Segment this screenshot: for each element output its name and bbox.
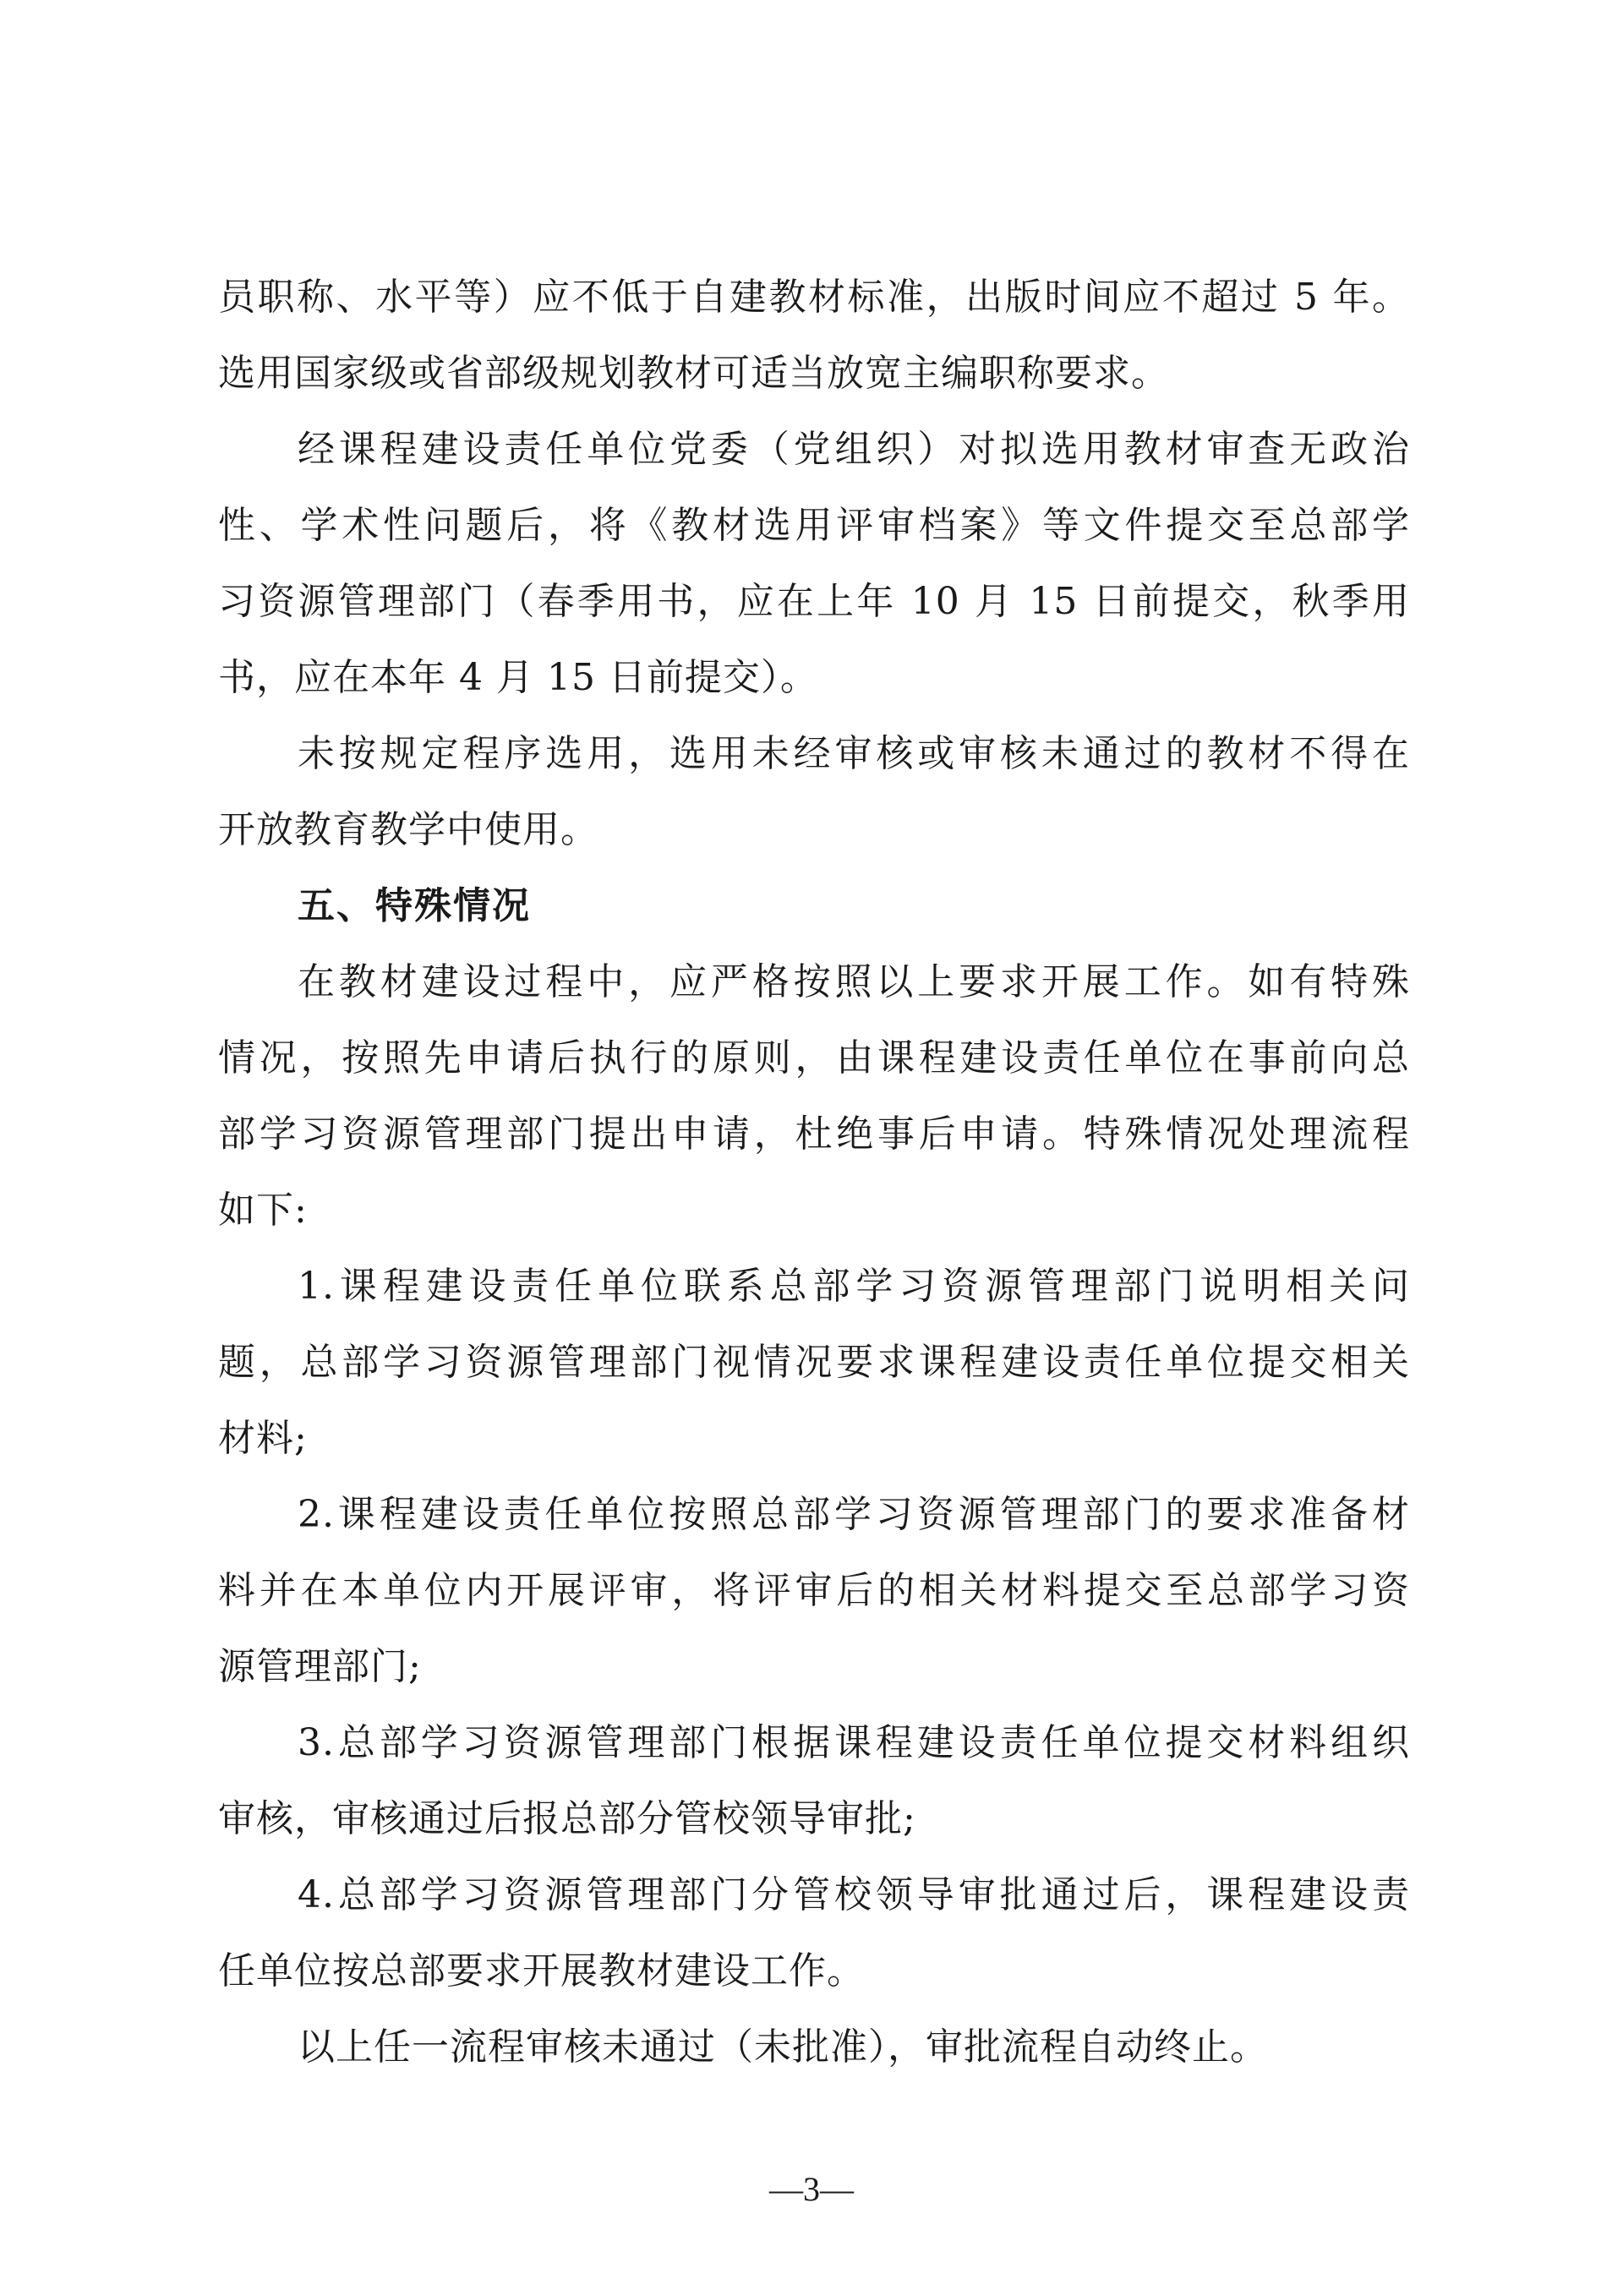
text-line: 以上任一流程审核未通过（未批准），审批流程自动终止。 [298, 2025, 1268, 2069]
section-heading: 五、特殊情况 [298, 884, 531, 927]
text-line: 题，总部学习资源管理部门视情况要求课程建设责任单位提交相关 [218, 1341, 1410, 1384]
text-line: 部学习资源管理部门提出申请，杜绝事后申请。特殊情况处理流程 [218, 1112, 1410, 1156]
text-line: 审核，审核通过后报总部分管校领导审批; [218, 1797, 916, 1840]
text-line: 材料; [218, 1417, 308, 1460]
text-line: 料并在本单位内开展评审，将评审后的相关材料提交至总部学习资 [218, 1569, 1410, 1612]
text-line: 经课程建设责任单位党委（党组织）对拟选用教材审查无政治 [298, 428, 1410, 471]
text-line: 在教材建设过程中，应严格按照以上要求开展工作。如有特殊 [298, 960, 1410, 1003]
text-line: 4.总部学习资源管理部门分管校领导审批通过后，课程建设责 [298, 1873, 1410, 1916]
text-line: 未按规定程序选用，选用未经审核或审核未通过的教材不得在 [298, 732, 1410, 775]
text-line: 习资源管理部门（春季用书，应在上年 10 月 15 日前提交，秋季用 [218, 580, 1410, 623]
text-line: 性、学术性问题后，将《教材选用评审档案》等文件提交至总部学 [218, 504, 1410, 547]
text-line: 任单位按总部要求开展教材建设工作。 [218, 1949, 865, 1993]
text-line: 员职称、水平等）应不低于自建教材标准，出版时间应不超过 5 年。 [218, 276, 1410, 319]
page-number: —3— [769, 2170, 854, 2208]
text-line: 源管理部门; [218, 1645, 422, 1688]
text-line: 3.总部学习资源管理部门根据课程建设责任单位提交材料组织 [298, 1721, 1410, 1764]
text-line: 1.课程建设责任单位联系总部学习资源管理部门说明相关问 [298, 1265, 1410, 1308]
text-line: 2.课程建设责任单位按照总部学习资源管理部门的要求准备材 [298, 1493, 1410, 1536]
text-line: 选用国家级或省部级规划教材可适当放宽主编职称要求。 [218, 352, 1169, 395]
text-line: 开放教育教学中使用。 [218, 808, 598, 851]
text-line: 情况，按照先申请后执行的原则，由课程建设责任单位在事前向总 [218, 1036, 1410, 1080]
text-line: 书，应在本年 4 月 15 日前提交）。 [218, 656, 818, 699]
text-line: 如下: [218, 1189, 308, 1232]
